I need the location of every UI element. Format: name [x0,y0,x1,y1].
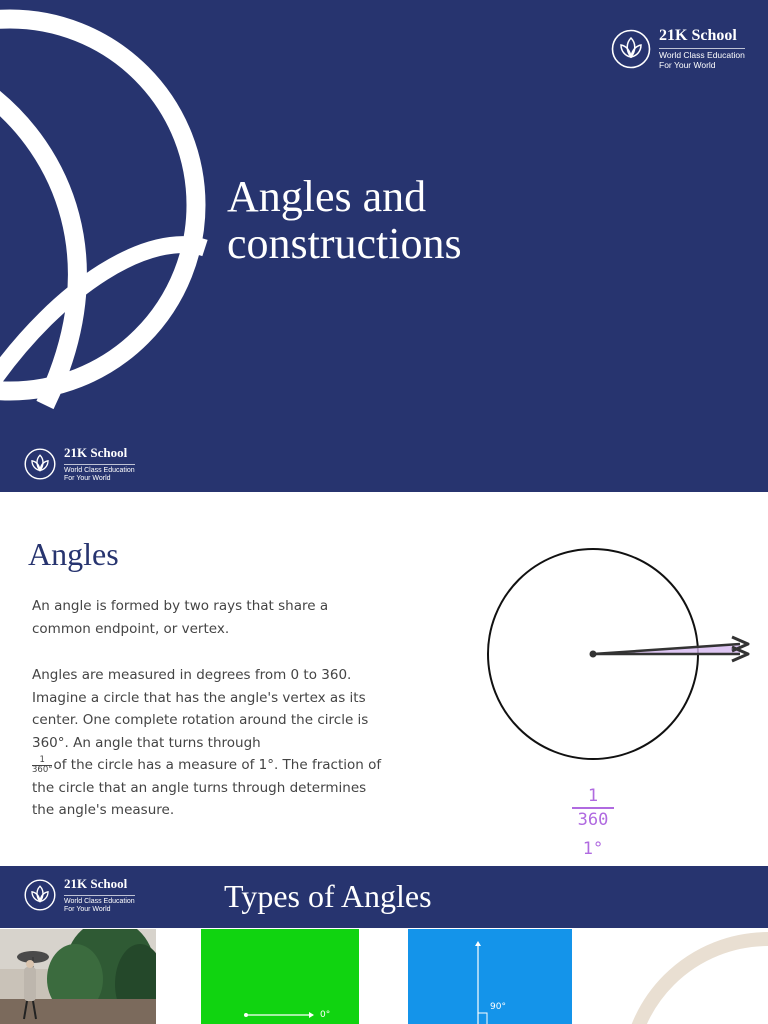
title-line-2: constructions [227,219,462,268]
brand-tagline-2: For Your World [659,59,716,70]
inline-fraction [32,756,52,775]
lotus-logo-icon [24,448,56,480]
brand-tagline-1: World Class Education [64,467,135,474]
brand-logo [611,27,745,71]
right-angle-label: 90° [490,1002,506,1012]
diagram-fraction-numerator: 1 [587,786,599,806]
angles-slide [0,494,768,866]
brand-logo-footer [24,445,135,483]
decorative-arcs [0,0,260,492]
brand-logo-banner [24,876,135,914]
inline-fraction-numerator: 1 [32,756,52,766]
slide-heading: Angles [28,536,119,572]
slide-heading: Types of Angles [224,878,432,914]
types-slide [0,866,768,1024]
diagram-degree-label: 1° [582,839,604,859]
title-slide [0,0,768,492]
presentation-title [227,173,607,267]
brand-tagline-2: For Your World [64,475,111,483]
brand-tagline-2: For Your World [64,906,111,914]
brand-tagline-1: World Class Education [659,50,745,60]
lotus-logo-icon [24,879,56,911]
measurement-text-end: of the circle has a measure of 1°. The fraction of the circle that an angle turns through determines the angle's measure. [32,757,382,818]
umbrella-person-photo [0,929,156,1024]
diagram-fraction [572,786,614,830]
definition-paragraph: An angle is formed by two rays that share a common endpoint, or vertex. [32,598,329,637]
measurement-text-start: Angles are measured in degrees from 0 to 360. Imagine a circle that has the angle's vertex as its center. One complete rotation around the circle is 360°. An angle that turns through [32,667,369,751]
title-line-1: Angles and [227,172,427,221]
angle-circle-diagram [470,534,760,784]
brand-name: 21K School [64,445,128,460]
brand-tagline-1: World Class Education [64,898,135,905]
brand-name: 21K School [64,876,128,891]
zero-angle-tile [201,929,359,1024]
lotus-logo-icon [611,29,651,69]
diagram-fraction-denominator: 360 [577,809,609,830]
brand-name: 21K School [659,27,737,44]
vertex-point [590,651,597,658]
decorative-arc [600,929,768,1024]
measurement-paragraph [32,664,382,822]
inline-fraction-denominator: 360° [32,764,53,775]
zero-angle-label: 0° [320,1010,331,1020]
